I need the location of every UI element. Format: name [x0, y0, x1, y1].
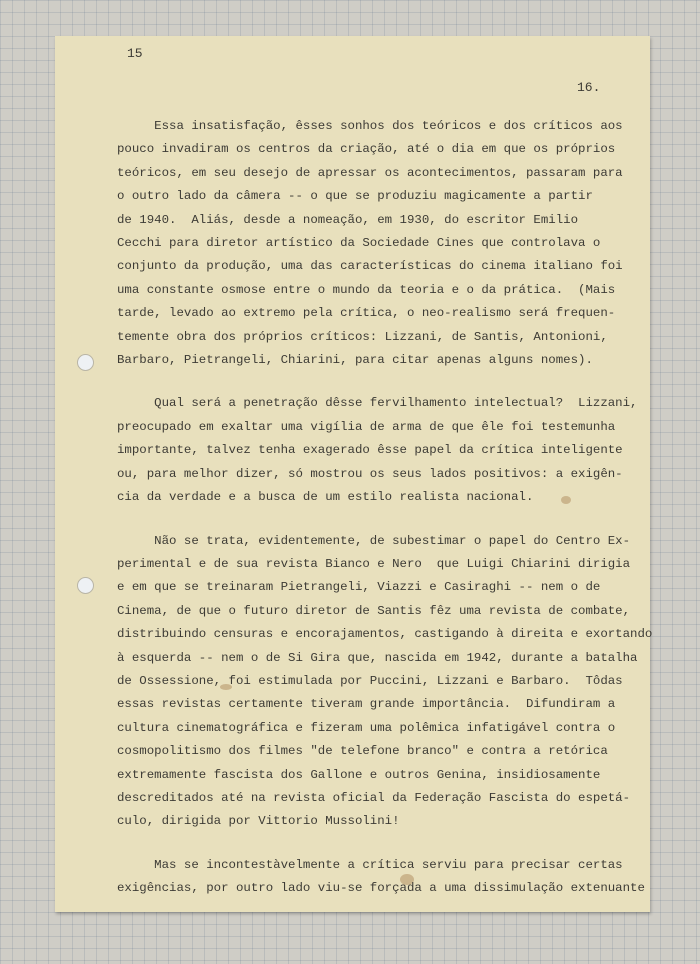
page-number-left: 15 — [127, 46, 143, 61]
paragraph — [117, 530, 657, 834]
typewritten-page — [55, 36, 653, 912]
text-line: cia da verdade e a busca de um estilo realista nacional. — [117, 490, 534, 505]
text-line: extremamente fascista dos Gallone e outros Genina, insidiosamente — [117, 767, 601, 782]
text-line: o outro lado da câmera -- o que se produziu magicamente a partir — [117, 189, 593, 204]
text-line: teóricos, em seu desejo de apressar os acontecimentos, passaram para — [117, 165, 623, 180]
text-line: de 1940. Aliás, desde a nomeação, em 1930, do escritor Emilio — [117, 212, 579, 227]
text-line: e em que se treinaram Pietrangeli, Viazzi e Casiraghi -- nem o de — [117, 580, 601, 595]
text-line: Não se trata, evidentemente, de subestimar o papel do Centro Ex- — [117, 533, 631, 548]
body-text — [117, 115, 657, 921]
text-line: culo, dirigida por Vittorio Mussolini! — [117, 814, 400, 829]
text-line: tarde, levado ao extremo pela crítica, o neo-realismo será frequen- — [117, 306, 616, 321]
page-number-right: 16. — [577, 80, 601, 95]
text-line: preocupado em exaltar uma vigília de arma de que êle foi testemunha — [117, 419, 616, 434]
text-line: ou, para melhor dizer, só mostrou os seus lados positivos: a exigên- — [117, 466, 623, 481]
text-line: pouco invadiram os centros da criação, até o dia em que os próprios — [117, 142, 616, 157]
text-line: Cinema, de que o futuro diretor de Santis fêz uma revista de combate, — [117, 603, 631, 618]
text-line: de Ossessione, foi estimulada por Puccini, Lizzani e Barbaro. Tôdas — [117, 673, 623, 688]
text-line: exigências, por outro lado viu-se forçada a uma dissimulação extenuante — [117, 881, 645, 896]
text-line: cultura cinematográfica e fizeram uma polêmica infatigável contra o — [117, 720, 616, 735]
text-line: conjunto da produção, uma das características do cinema italiano foi — [117, 259, 623, 274]
text-line: à esquerda -- nem o de Si Gira que, nascida em 1942, durante a batalha — [117, 650, 638, 665]
text-line: descreditados até na revista oficial da Federação Fascista do espetá- — [117, 790, 631, 805]
text-line: temente obra dos próprios críticos: Lizzani, de Santis, Antonioni, — [117, 329, 608, 344]
text-line: essas revistas certamente tiveram grande importância. Difundiram a — [117, 697, 616, 712]
text-line: distribuindo censuras e encorajamentos, castigando à direita e exortando — [117, 627, 653, 642]
text-line: Cecchi para diretor artístico da Sociedade Cines que controlava o — [117, 236, 601, 251]
text-line: perimental e de sua revista Bianco e Nero que Luigi Chiarini dirigia — [117, 556, 631, 571]
paragraph — [117, 854, 657, 901]
text-line: Qual será a penetração dêsse fervilhamento intelectual? Lizzani, — [117, 396, 638, 411]
punch-hole — [77, 354, 94, 371]
text-line: importante, talvez tenha exagerado êsse papel da crítica inteligente — [117, 443, 623, 458]
paragraph — [117, 392, 657, 509]
text-line: cosmopolitismo dos filmes "de telefone branco" e contra a retórica — [117, 744, 608, 759]
text-line: Essa insatisfação, êsses sonhos dos teóricos e dos críticos aos — [117, 119, 623, 133]
text-line: uma constante osmose entre o mundo da teoria e o da prática. (Mais — [117, 282, 616, 297]
text-line: Mas se incontestàvelmente a crítica serviu para precisar certas — [117, 857, 623, 872]
punch-hole — [77, 577, 94, 594]
paragraph — [117, 115, 657, 372]
text-line: Barbaro, Pietrangeli, Chiarini, para citar apenas alguns nomes). — [117, 353, 593, 368]
